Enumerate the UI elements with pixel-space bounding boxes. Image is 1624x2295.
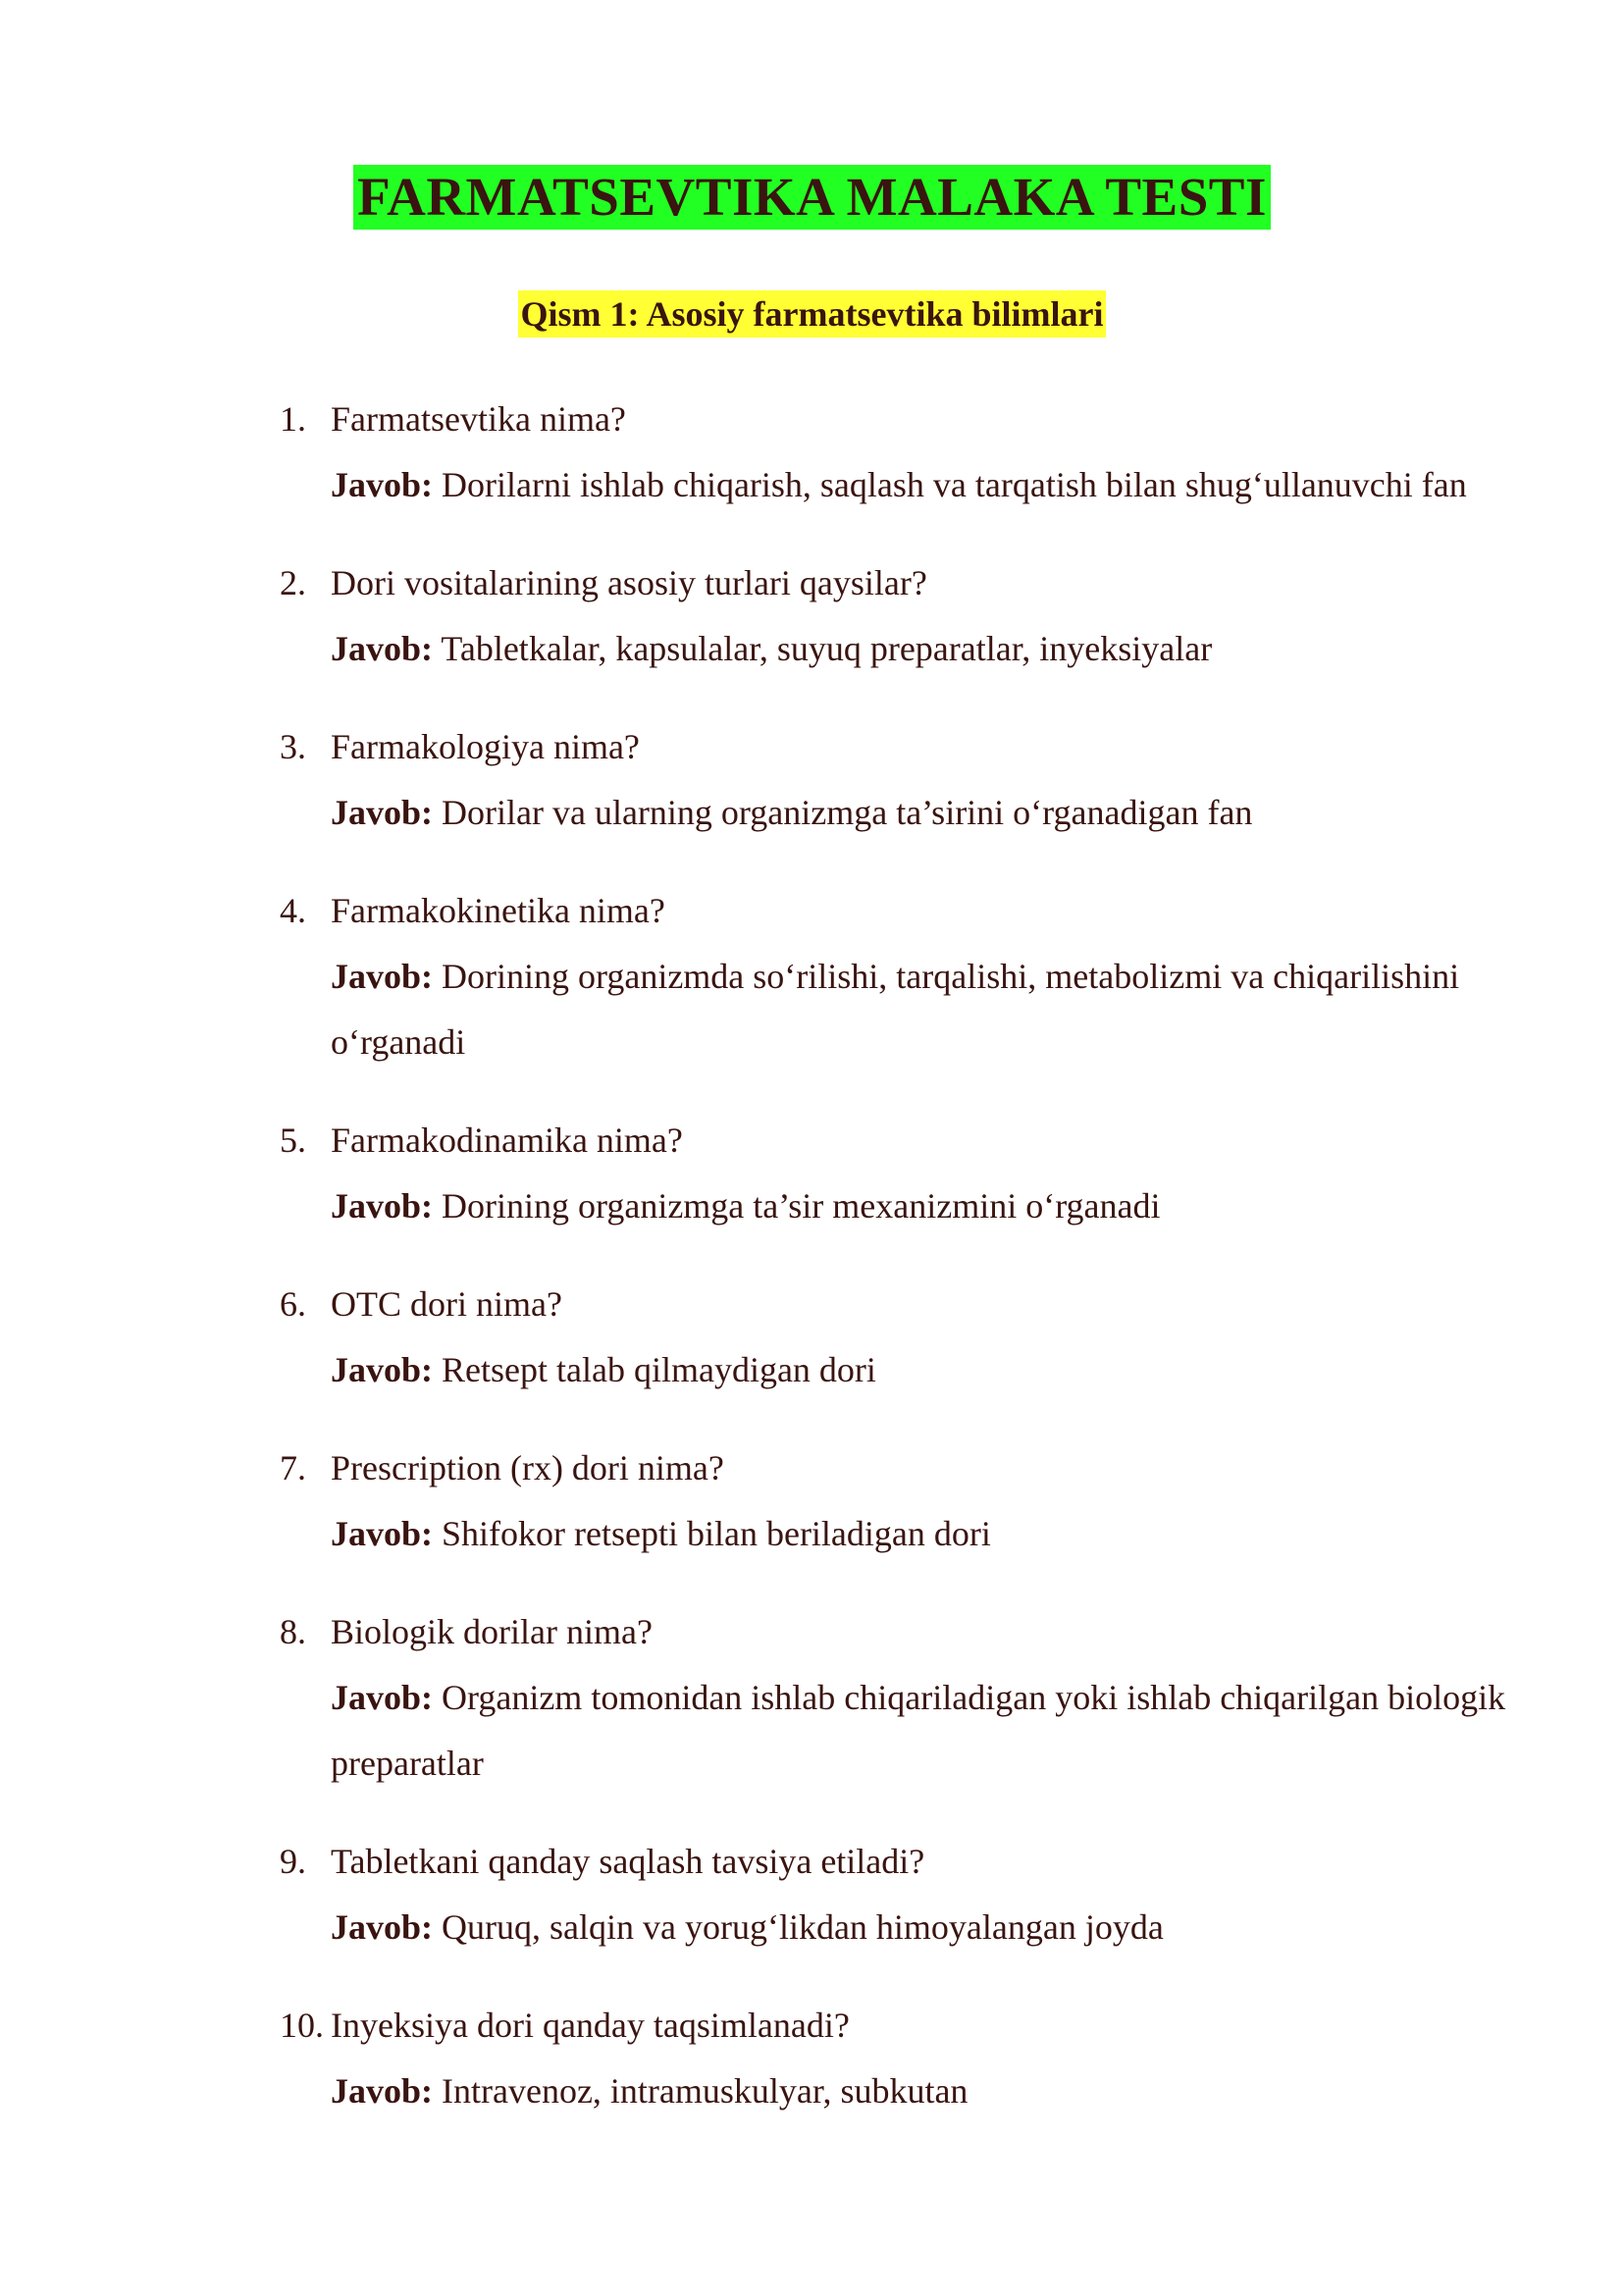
answer	[331, 1337, 1516, 1403]
list-item	[280, 550, 1516, 682]
list-item	[280, 387, 1516, 518]
answer-text: Shifokor retsepti bilan beriladigan dori	[442, 1514, 991, 1553]
answer-label: Javob:	[331, 1678, 434, 1717]
answer-text: Dorining organizmga ta’sir mexanizmini o‘rganadi	[442, 1186, 1161, 1226]
question-text: Farmakodinamika nima?	[331, 1121, 683, 1160]
answer-text: Dorilar va ularning organizmga ta’sirini o‘rganadigan fan	[442, 793, 1253, 832]
answer-text: Dorilarni ishlab chiqarish, saqlash va tarqatish bilan shug‘ullanuvchi fan	[442, 465, 1467, 504]
question-text: OTC dori nima?	[331, 1284, 562, 1324]
title-container	[0, 165, 1624, 230]
item-number: 10.	[280, 2006, 324, 2045]
list-item	[280, 1993, 1516, 2124]
answer-text: Intravenoz, intramuskulyar, subkutan	[442, 2071, 969, 2111]
document-title: FARMATSEVTIKA MALAKA TESTI	[353, 165, 1271, 230]
item-number: 7.	[280, 1448, 306, 1487]
question-text: Inyeksiya dori qanday taqsimlanadi?	[331, 2006, 850, 2045]
answer	[331, 1895, 1516, 1960]
answer	[331, 452, 1516, 518]
answer-label: Javob:	[331, 1514, 434, 1553]
item-number: 5.	[280, 1121, 306, 1160]
question-text: Dori vositalarining asosiy turlari qaysilar?	[331, 563, 927, 602]
answer-text: Tabletkalar, kapsulalar, suyuq preparatlar, inyeksiyalar	[441, 629, 1213, 668]
item-number: 2.	[280, 563, 306, 602]
question-list	[280, 387, 1516, 2157]
answer-label: Javob:	[331, 629, 434, 668]
question-text: Farmakologiya nima?	[331, 727, 640, 766]
list-item	[280, 1108, 1516, 1239]
answer-label: Javob:	[331, 793, 434, 832]
list-item	[280, 1435, 1516, 1567]
answer	[331, 1174, 1516, 1239]
answer-text: Dorining organizmda so‘rilishi, tarqalishi, metabolizmi va chiqarilishini o‘rganadi	[331, 957, 1460, 1062]
answer	[331, 2059, 1516, 2124]
list-item	[280, 714, 1516, 846]
item-number: 3.	[280, 727, 306, 766]
answer	[331, 616, 1516, 682]
answer	[331, 944, 1516, 1075]
answer	[331, 780, 1516, 846]
question-text: Farmakokinetika nima?	[331, 891, 665, 930]
list-item	[280, 1272, 1516, 1403]
answer	[331, 1501, 1516, 1567]
item-number: 8.	[280, 1612, 306, 1651]
item-number: 6.	[280, 1284, 306, 1324]
list-item	[280, 878, 1516, 1075]
question-text: Tabletkani qanday saqlash tavsiya etiladi?	[331, 1842, 925, 1881]
question-text: Farmatsevtika nima?	[331, 399, 626, 439]
section-subtitle: Qism 1: Asosiy farmatsevtika bilimlari	[518, 290, 1107, 338]
answer	[331, 1665, 1516, 1797]
item-number: 9.	[280, 1842, 306, 1881]
answer-text: Organizm tomonidan ishlab chiqariladigan yoki ishlab chiqarilgan biologik preparatlar	[331, 1678, 1506, 1783]
answer-label: Javob:	[331, 1186, 434, 1226]
answer-label: Javob:	[331, 1907, 434, 1947]
item-number: 1.	[280, 399, 306, 439]
answer-label: Javob:	[331, 957, 434, 996]
answer-label: Javob:	[331, 2071, 434, 2111]
list-item	[280, 1599, 1516, 1797]
item-number: 4.	[280, 891, 306, 930]
answer-text: Quruq, salqin va yorug‘likdan himoyalangan joyda	[442, 1907, 1164, 1947]
answer-text: Retsept talab qilmaydigan dori	[442, 1350, 876, 1389]
answer-label: Javob:	[331, 465, 434, 504]
answer-label: Javob:	[331, 1350, 434, 1389]
subtitle-container	[0, 290, 1624, 338]
list-item	[280, 1829, 1516, 1960]
question-text: Prescription (rx) dori nima?	[331, 1448, 724, 1487]
question-text: Biologik dorilar nima?	[331, 1612, 653, 1651]
